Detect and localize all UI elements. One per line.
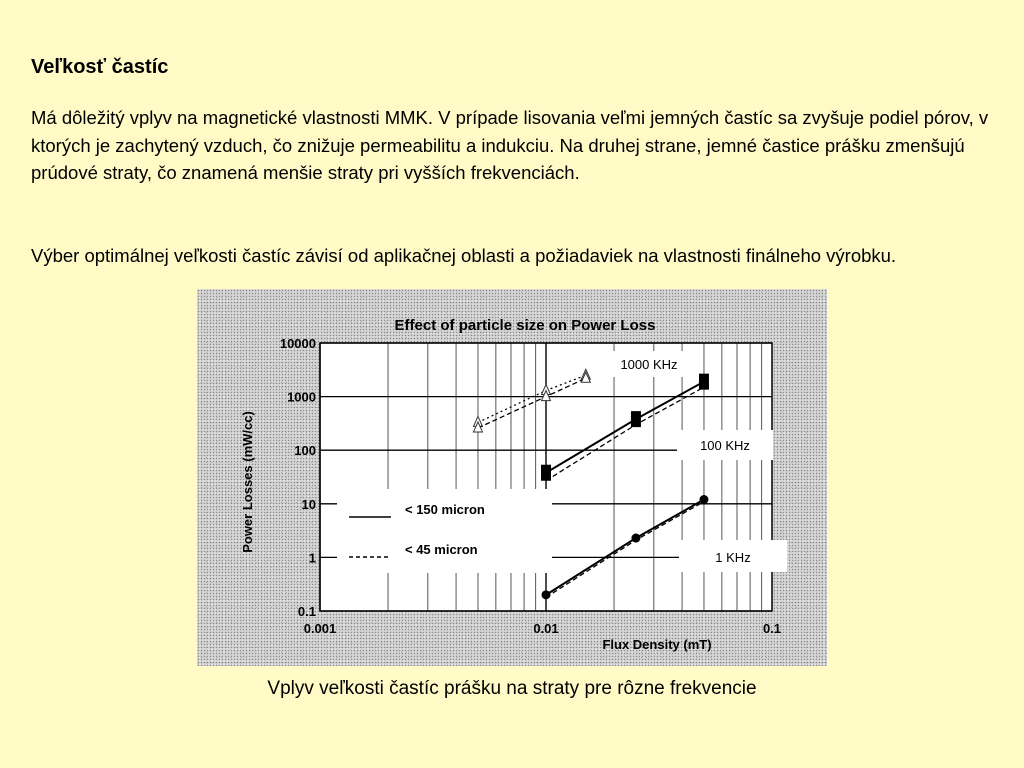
- x-tick-label: 0.001: [303, 621, 337, 636]
- power-loss-chart: [197, 289, 827, 666]
- frequency-label: 1 KHz: [715, 550, 751, 565]
- x-axis-label: Flux Density (mT): [602, 637, 712, 652]
- x-tick-label: 0.01: [533, 621, 559, 636]
- paragraph-2: Výber optimálnej veľkosti častíc závisí od aplikačnej oblasti a požiadaviek na vlastnosti finálneho výrobku.: [31, 245, 897, 266]
- figure-caption: Vplyv veľkosti častíc prášku na straty pre rôzne frekvencie: [267, 678, 757, 699]
- y-tick-label: 1: [308, 550, 316, 566]
- y-tick-label: 10: [301, 496, 316, 512]
- slide-heading: Veľkosť častíc: [31, 56, 169, 78]
- y-tick-label: 10000: [279, 336, 316, 351]
- frequency-label: 100 KHz: [700, 438, 750, 453]
- data-point: [631, 534, 640, 543]
- y-tick-label: 1000: [287, 389, 316, 405]
- legend-label: < 45 micron: [405, 542, 478, 557]
- y-axis-label: Power Losses (mW/cc): [240, 411, 255, 553]
- y-tick-label: 0.1: [297, 604, 316, 619]
- data-point: [699, 495, 708, 504]
- chart-title: Effect of particle size on Power Loss: [394, 317, 656, 334]
- paragraph-1: Má dôležitý vplyv na magnetické vlastnosti MMK. V prípade lisovania veľmi jemných častíc sa zvyšuje podiel pórov, v ktorých je zachytený vzduch, čo znižuje permeabilitu a indukciu. Na druhej strane, jemné častice prášku zmenšujú prúdové straty, čo znamená menšie straty pri vyšších frekvenciách.: [31, 107, 989, 183]
- chart-image: [197, 289, 827, 666]
- legend-label: < 150 micron: [405, 502, 485, 517]
- data-point: [699, 374, 709, 390]
- x-tick-label: 0.1: [762, 621, 782, 636]
- y-tick-label: 100: [294, 443, 316, 459]
- frequency-label: 1000 KHz: [620, 357, 678, 372]
